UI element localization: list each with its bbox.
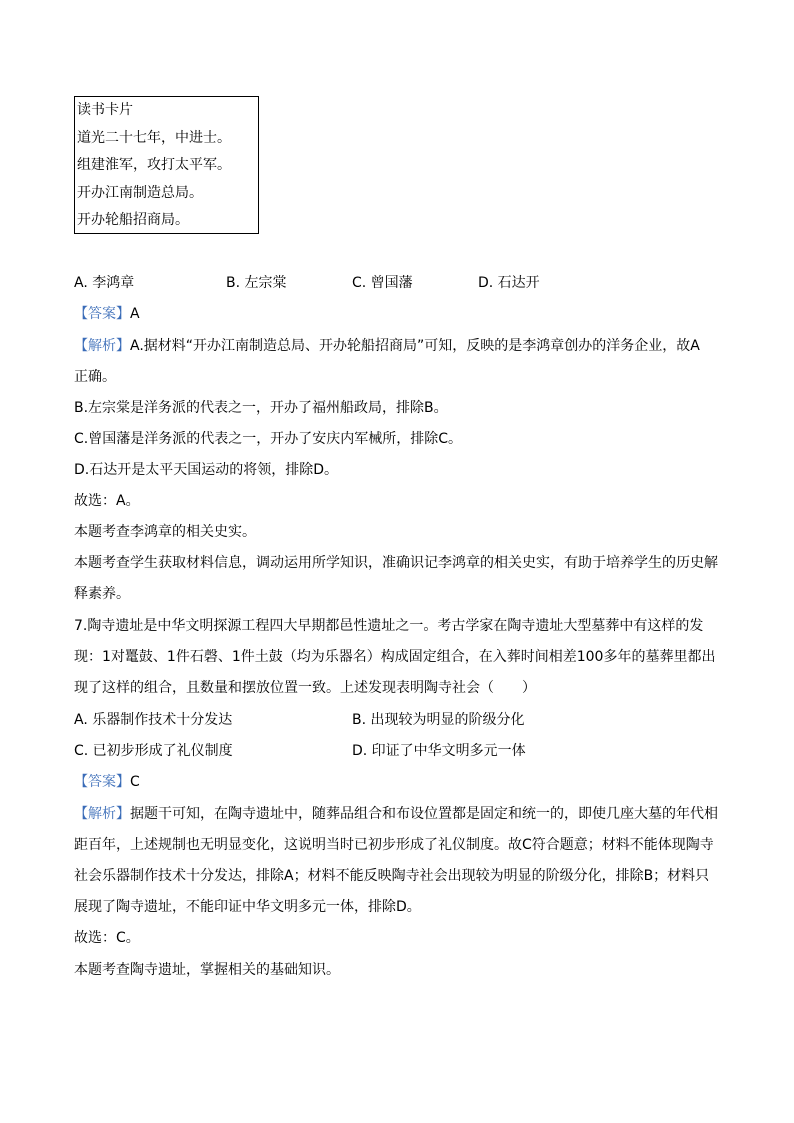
q6-summary: 本题考查李鸿章的相关史实。 (74, 524, 256, 540)
analysis-text: B.左宗棠是洋务派的代表之一，开办了福州船政局，排除B。 (74, 400, 448, 416)
q6-analysis (74, 336, 700, 356)
q7-choose: 故选：C。 (74, 930, 140, 946)
reading-card-title: 读书卡片 (77, 102, 133, 118)
analysis-text: 社会乐器制作技术十分发达，排除A；材料不能反映陶寺社会出现较为明显的阶级分化，排除B；材料只 (74, 868, 710, 884)
reading-card-line: 开办轮船招商局。 (77, 212, 189, 228)
q6-summary: 本题考查学生获取材料信息，调动运用所学知识，准确识记李鸿章的相关史实，有助于培养学生的历史解 (74, 555, 718, 571)
q6-option-a: A. 李鸿章 (74, 275, 135, 291)
q6-choose: 故选：A。 (74, 493, 140, 509)
reading-card (74, 96, 259, 234)
q7-option-b: B. 出现较为明显的阶级分化 (352, 712, 525, 728)
analysis-text: 正确。 (74, 369, 116, 385)
q7-option-d: D. 印证了中华文明多元一体 (352, 743, 526, 759)
analysis-text: A.据材料“开办江南制造总局、开办轮船招商局”可知，反映的是李鸿章创办的洋务企业，故A (130, 338, 700, 354)
q6-option-d: D. 石达开 (478, 275, 540, 291)
q7-summary: 本题考查陶寺遗址，掌握相关的基础知识。 (74, 962, 340, 978)
q7-option-c: C. 已初步形成了礼仪制度 (74, 743, 233, 759)
q7-stem: 现了这样的组合，且数量和摆放位置一致。上述发现表明陶寺社会（ ） (74, 680, 536, 696)
analysis-text: D.石达开是太平天国运动的将领，排除D。 (74, 462, 339, 478)
reading-card-line: 开办江南制造总局。 (77, 184, 203, 201)
analysis-tag: 【解析】 (74, 806, 130, 822)
q6-option-b: B. 左宗棠 (226, 275, 287, 291)
q7-answer (74, 772, 140, 792)
q6-answer (74, 304, 140, 324)
answer-tag: 【答案】 (74, 306, 130, 322)
analysis-text: 据题干可知，在陶寺遗址中，随葬品组合和布设位置都是固定和统一的，即使几座大墓的年代相 (130, 806, 718, 822)
q6-option-c: C. 曾国藩 (352, 275, 413, 291)
answer-tag: 【答案】 (74, 774, 130, 790)
analysis-text: 展现了陶寺遗址，不能印证中华文明多元一体，排除D。 (74, 899, 421, 915)
answer-value: C (130, 774, 140, 790)
q7-analysis (74, 804, 718, 824)
answer-value: A (130, 306, 140, 322)
analysis-tag: 【解析】 (74, 338, 130, 354)
q6-summary: 释素养。 (74, 586, 130, 602)
q7-stem: 现：1对鼍鼓、1件石磬、1件土鼓（均为乐器名）构成固定组合，在入葬时间相差100多年的墓葬里都出 (74, 649, 716, 665)
analysis-text: 距百年，上述规制也无明显变化，这说明当时已初步形成了礼仪制度。故C符合题意；材料不能体现陶寺 (74, 837, 714, 853)
q7-option-a: A. 乐器制作技术十分发达 (74, 712, 233, 728)
q7-stem: 7.陶寺遗址是中华文明探源工程四大早期都邑性遗址之一。考古学家在陶寺遗址大型墓葬中有这样的发 (74, 618, 704, 634)
reading-card-line: 道光二十七年，中进士。 (77, 129, 231, 146)
reading-card-line: 组建淮军，攻打太平军。 (77, 157, 231, 173)
analysis-text: C.曾国藩是洋务派的代表之一，开办了安庆内军械所，排除C。 (74, 431, 462, 447)
